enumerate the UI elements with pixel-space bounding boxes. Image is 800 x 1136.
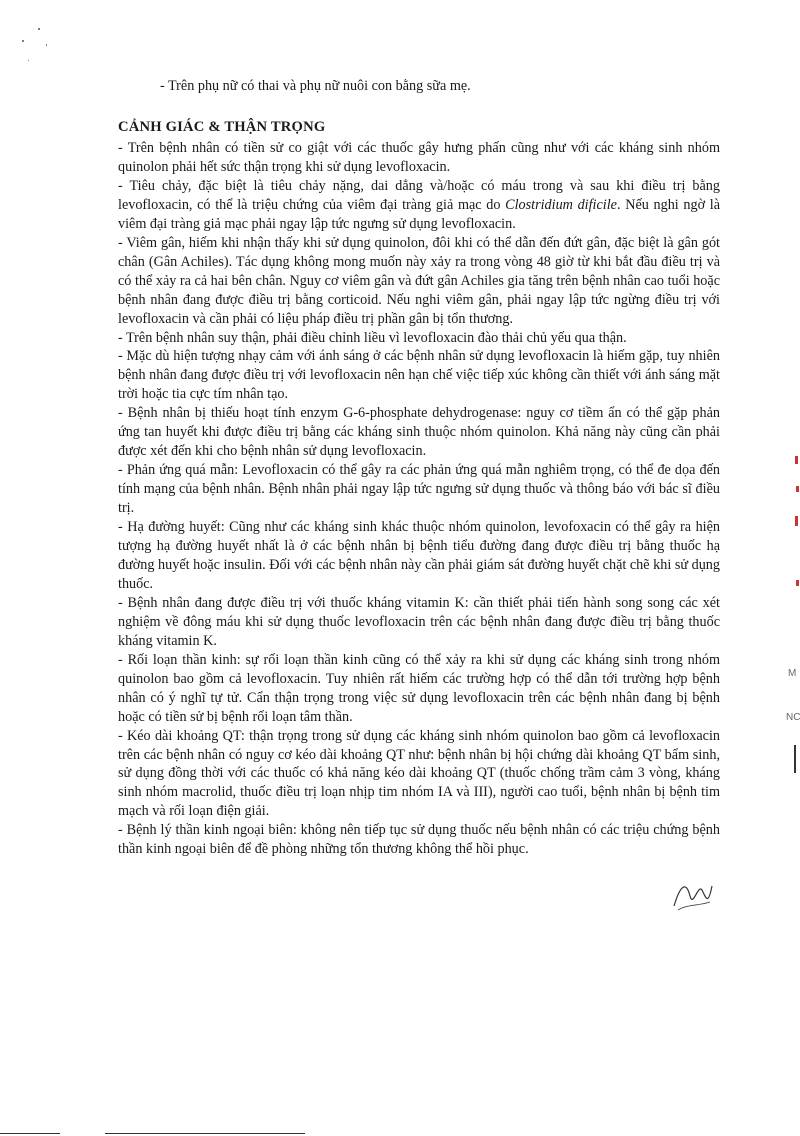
signature-scribble: [668, 876, 718, 916]
bottom-rule: [0, 1133, 60, 1134]
scan-speck: [46, 44, 47, 46]
paragraph: - Kéo dài khoảng QT: thận trọng trong sử dụng các kháng sinh nhóm quinolon bao gồm cả levofloxacin trên các bệnh nhân có nguy cơ kéo dài khoảng QT như: bệnh nhân bị hội chứng dài khoảng QT bẩm sinh, sử dụng đồng thời với các thuốc có khả năng kéo dài khoảng QT (thuốc chống trầm cảm 3 vòng, kháng sinh nhóm macrolid, thuốc điều trị loạn nhịp tim nhóm IA và III), người cao tuổi, bệnh nhân bị bệnh tim mạch và rối loạn điện giải.: [118, 727, 720, 820]
paragraph: - Phản ứng quá mẫn: Levofloxacin có thể gây ra các phản ứng quá mẫn nghiêm trọng, có thể đe dọa đến tính mạng của bệnh nhân. Bệnh nhân phải ngay lập tức ngưng sử dụng thuốc và thông báo với bác sĩ điều trị.: [118, 462, 720, 517]
margin-mark: [796, 486, 799, 492]
bullet-line: - Trên phụ nữ có thai và phụ nữ nuôi con bằng sữa mẹ.: [160, 78, 471, 94]
margin-mark: [794, 745, 796, 773]
italic-term: Clostridium dificile: [505, 196, 617, 213]
scan-speck: [28, 60, 29, 61]
section-body: [118, 139, 720, 859]
bottom-rule: [105, 1133, 305, 1134]
margin-mark: [795, 516, 798, 526]
paragraph: - Trên bệnh nhân suy thận, phải điều chỉnh liều vì levofloxacin đào thải chủ yếu qua thận.: [118, 329, 627, 346]
scan-speck: [38, 28, 40, 30]
paragraph: - Trên bệnh nhân có tiền sử co giật với các thuốc gây hưng phấn cũng như với các kháng sinh nhóm quinolon phải hết sức thận trọng khi sử dụng levofloxacin.: [118, 140, 720, 175]
margin-mark: [795, 456, 798, 464]
margin-mark: [796, 580, 799, 586]
paragraph: - Hạ đường huyết: Cũng như các kháng sinh khác thuộc nhóm quinolon, levofoxacin có thể gây ra hiện tượng hạ đường huyết nhất là ở các bệnh nhân bị bệnh tiểu đường đang được điều trị bằng thuốc hạ đường huyết hoặc insulin. Đối với các bệnh nhân này cần phải giám sát đường huyết chặt chẽ khi sử dụng thuốc.: [118, 519, 720, 592]
paragraph: - Bệnh nhân đang được điều trị với thuốc kháng vitamin K: cần thiết phải tiến hành song song các xét nghiệm về đông máu khi sử dụng thuốc levofloxacin trên các bệnh nhân đang được điều trị bằng thuốc kháng vitamin K.: [118, 594, 720, 649]
paragraph: - Bệnh lý thần kinh ngoại biên: không nên tiếp tục sử dụng thuốc nếu bệnh nhân có các triệu chứng bệnh thần kinh ngoại biên để đề phòng những tổn thương không thể hồi phục.: [118, 822, 720, 858]
margin-fragment: M: [788, 668, 797, 679]
paragraph: - Bệnh nhân bị thiếu hoạt tính enzym G-6-phosphate dehydrogenase: nguy cơ tiềm ẩn có thể gặp phản ứng tan huyết khi được điều trị bằng các kháng sinh thuộc nhóm quinolon. Khả năng này cũng cần phải được xét đến khi cho bệnh nhân sử dụng levofloxacin.: [118, 405, 720, 460]
margin-fragment: NC: [786, 712, 800, 723]
paragraph: - Rối loạn thần kinh: sự rối loạn thần kinh cũng có thể xảy ra khi sử dụng các kháng sinh trong nhóm quinolon bao gồm cả levofloxacin. Tuy nhiên rất hiếm các trường hợp có thể dẫn tới trường hợp bệnh nhân có ý nghĩ tự tử. Cẩn thận trọng trong việc sử dụng levofloxacin trên các bệnh nhân đang bị bệnh hoặc có tiền sử bị bệnh rối loạn tâm thần.: [118, 651, 720, 725]
paragraph: - Mặc dù hiện tượng nhạy cảm với ánh sáng ở các bệnh nhân sử dụng levofloxacin là hiếm gặp, tuy nhiên bệnh nhân đang được điều trị với levofloxacin nên hạn chế việc tiếp xúc không cần thiết với ánh sáng mặt trời hoặc tia cực tím nhân tạo.: [118, 348, 720, 403]
paragraph: - Viêm gân, hiếm khi nhận thấy khi sử dụng quinolon, đôi khi có thể dẫn đến đứt gân, đặc biệt là gân gót chân (Gân Achiles). Tác dụng không mong muốn này xảy ra trong vòng 48 giờ từ khi bắt đầu điều trị và có thể xảy ra cả hai bên chân. Nguy cơ viêm gân và đứt gân Achiles gia tăng trên bệnh nhân cao tuổi hoặc bệnh nhân đang được điều trị bằng corticoid. Nếu nghi viêm gân, phải ngay lập tức ngừng điều trị với levofloxacin và cần phải có liệu pháp điều trị phần gân bị tổn thương.: [118, 234, 720, 327]
section-heading: CẢNH GIÁC & THẬN TRỌNG: [118, 119, 326, 135]
paragraph: - Tiêu chảy, đặc biệt là tiêu chảy nặng, dai dẳng và/hoặc có máu trong và sau khi điều trị bằng levofloxacin, có thể là triệu chứng của viêm đại tràng giả mạc do Clostridium dificile. Nếu nghi ngờ là viêm đại tràng giả mạc phải ngay lập tức ngưng sử dụng levofloxacin.: [118, 177, 721, 232]
scan-speck: [22, 40, 24, 42]
